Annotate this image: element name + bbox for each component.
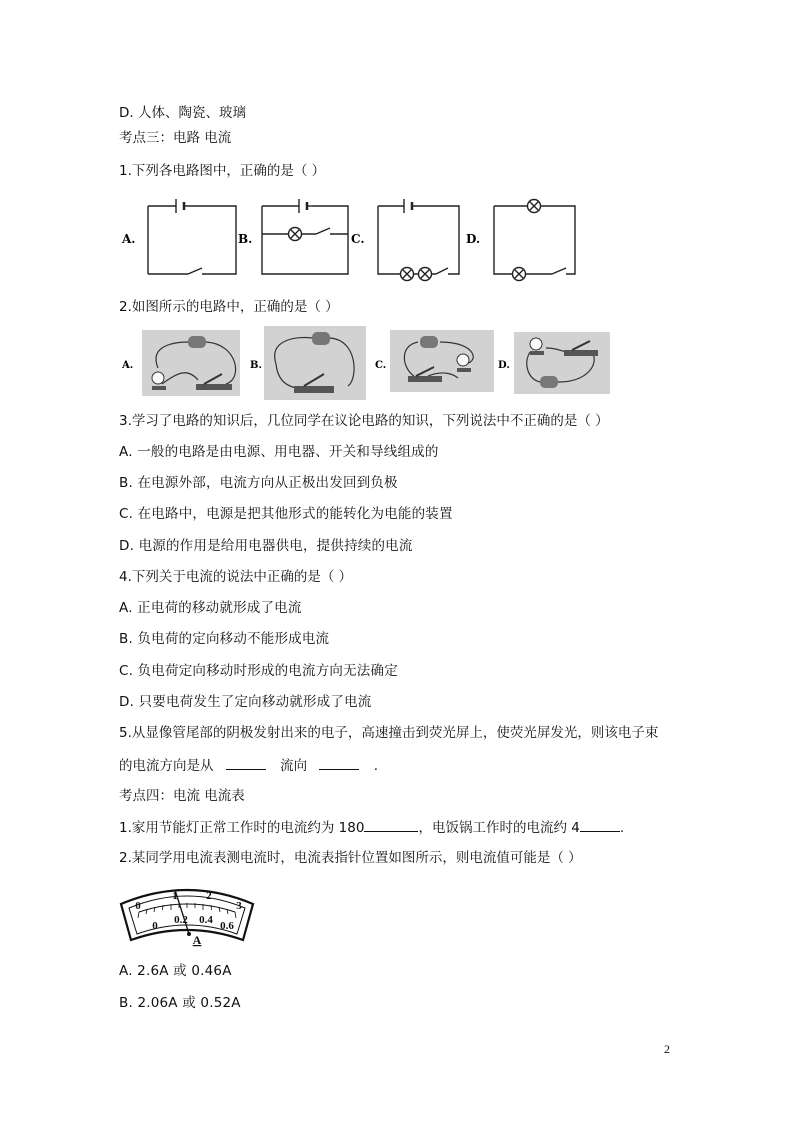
q5-to-label: 流向 <box>280 758 308 774</box>
q5-blank-to[interactable] <box>319 756 359 770</box>
q1-label-d: D. <box>466 232 481 246</box>
s4q2-text: 2.某同学用电流表测电流时，电流表指针位置如图所示，则电流值可能是（ ） <box>119 850 582 866</box>
s4q1-blank-2[interactable] <box>580 818 620 832</box>
s4q2-option-b: B. 2.06A 或 0.52A <box>119 995 241 1011</box>
q3-option-c: C. 在电路中，电源是把其他形式的能转化为电能的装置 <box>119 506 453 522</box>
s4q1-blank-1[interactable] <box>364 818 418 832</box>
q4-text: 4.下列关于电流的说法中正确的是（ ） <box>119 569 353 585</box>
q3-option-d: D. 电源的作用是给用电器供电，提供持续的电流 <box>119 538 413 554</box>
q5-line2 <box>119 756 378 775</box>
q3-option-b: B. 在电源外部，电流方向从正极出发回到负极 <box>119 475 398 491</box>
s4q1-line <box>119 818 624 837</box>
meter-bottom-tick-0: 0 <box>152 920 158 932</box>
q1-label-c: C. <box>351 232 365 246</box>
s4q2-option-a: A. 2.6A 或 0.46A <box>119 963 232 979</box>
meter-bottom-tick-2: 0.4 <box>199 914 213 926</box>
meter-bottom-tick-1: 0.2 <box>174 914 188 926</box>
meter-top-tick-1: 1 <box>172 890 178 902</box>
meter-unit-label: A <box>192 933 202 947</box>
q2-label-a: A. <box>122 360 134 371</box>
q4-option-c: C. 负电荷定向移动时形成的电流方向无法确定 <box>119 663 398 679</box>
s4q1-part-b: ，电饭锅工作时的电流约 4 <box>418 820 580 836</box>
meter-top-tick-0: 0 <box>135 900 141 912</box>
q1-text: 1.下列各电路图中，正确的是（ ） <box>119 163 326 179</box>
q2-text: 2.如图所示的电路中，正确的是（ ） <box>119 299 339 315</box>
q3-text: 3.学习了电路的知识后，几位同学在议论电路的知识，下列说法中不正确的是（ ） <box>119 413 609 429</box>
section4-title: 考点四：电流 电流表 <box>119 788 245 804</box>
ammeter-figure <box>117 882 257 948</box>
q1-circuit-figures <box>118 194 588 284</box>
top-option-d: D. 人体、陶瓷、玻璃 <box>119 105 246 121</box>
q2-label-c: C. <box>375 360 387 371</box>
q4-option-d: D. 只要电荷发生了定向移动就形成了电流 <box>119 694 372 710</box>
q5-period: . <box>373 758 378 774</box>
meter-bottom-tick-3: 0.6 <box>220 920 234 932</box>
q5-from-label: 的电流方向是从 <box>119 758 214 774</box>
s4q1-part-a: 1.家用节能灯正常工作时的电流约为 180 <box>119 820 365 836</box>
q2-label-d: D. <box>498 360 510 371</box>
s4q1-part-c: . <box>619 820 625 836</box>
q1-label-b: B. <box>238 232 253 246</box>
meter-top-tick-3: 3 <box>236 900 242 912</box>
q1-label-a: A. <box>122 232 136 246</box>
q4-option-b: B. 负电荷的定向移动不能形成电流 <box>119 631 330 647</box>
q4-option-a: A. 正电荷的移动就形成了电流 <box>119 600 302 616</box>
q2-circuit-figures <box>118 324 613 400</box>
q2-label-b: B. <box>250 360 262 371</box>
q5-blank-from[interactable] <box>226 756 266 770</box>
meter-top-tick-2: 2 <box>206 890 212 902</box>
q3-option-a: A. 一般的电路是由电源、用电器、开关和导线组成的 <box>119 444 439 460</box>
section3-title: 考点三：电路 电流 <box>119 130 232 146</box>
page-number: 2 <box>664 1042 670 1056</box>
q5-line1: 5.从显像管尾部的阴极发射出来的电子，高速撞击到荧光屏上，使荧光屏发光，则该电子束 <box>119 725 659 741</box>
